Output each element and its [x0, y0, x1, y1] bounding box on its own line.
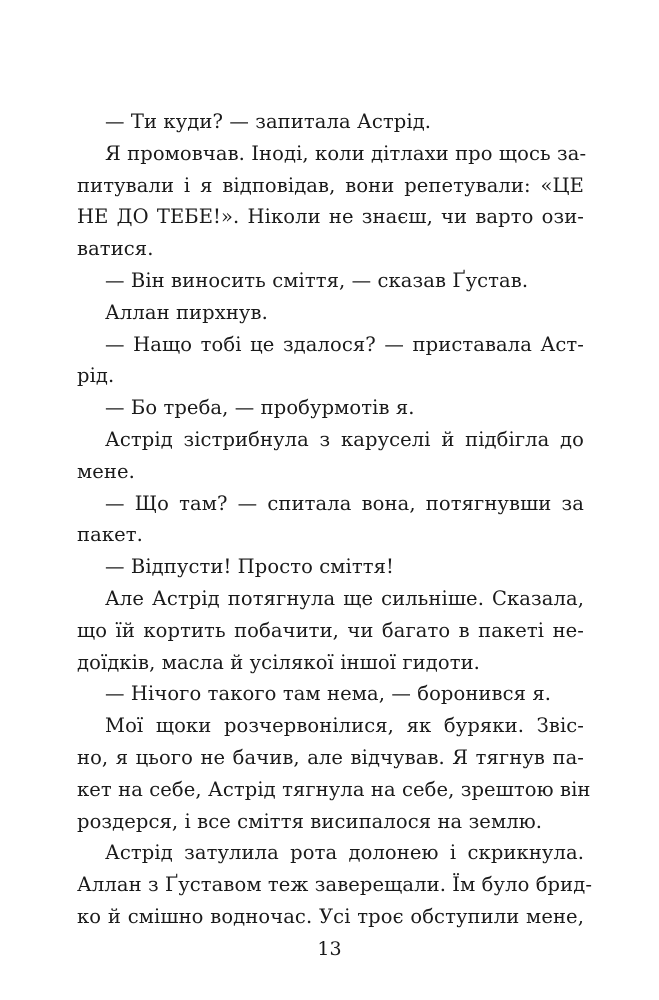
- text-line: мене.: [77, 459, 135, 483]
- text-line: що їй кортить побачити, чи багато в пакеті не-: [77, 618, 584, 642]
- text-line: Я промовчав. Іноді, коли дітлахи про щось за-: [105, 141, 587, 165]
- text-line: рід.: [77, 364, 115, 388]
- text-line: доїдків, масла й усілякої іншої гидоти.: [77, 650, 480, 674]
- text-line: Але Астрід потягнула ще сильніше. Сказала,: [105, 586, 584, 610]
- page-number: 13: [317, 938, 342, 960]
- text-line: Астрід зістрибнула з каруселі й підбігла до: [105, 427, 584, 451]
- text-line: питували і я відповідав, вони репетували: «ЦЕ: [77, 173, 584, 197]
- text-line: — Бо треба, — пробурмотів я.: [105, 396, 415, 420]
- text-line: Мої щоки розчервонілися, як буряки. Звіс-: [105, 714, 584, 738]
- text-line: роздерся, і все сміття висипалося на землю.: [77, 809, 543, 833]
- text-line: Аллан з Ґуставом теж заверещали. Їм було брид-: [77, 873, 593, 897]
- text-line: — Нащо тобі це здалося? — приставала Аст-: [105, 332, 584, 356]
- text-line: пакет.: [77, 523, 143, 547]
- text-line: — Нічого такого там нема, — боронився я.: [105, 682, 552, 706]
- text-line: — Що там? — спитала вона, потягнувши за: [105, 491, 584, 515]
- text-line: ко й смішно водночас. Усі троє обступили мене,: [77, 904, 584, 928]
- body-text: [77, 106, 593, 933]
- text-line: — Ти куди? — запитала Астрід.: [105, 110, 432, 133]
- text-line: ватися.: [77, 237, 154, 261]
- text-line: — Відпусти! Просто сміття!: [105, 555, 394, 579]
- text-line: — Він виносить сміття, — сказав Ґустав.: [105, 268, 529, 292]
- text-line: но, я цього не бачив, але відчував. Я тягнув па-: [77, 745, 584, 769]
- text-line: Астрід затулила рота долонею і скрикнула.: [105, 841, 584, 865]
- text-line: Аллан пирхнув.: [105, 300, 268, 324]
- text-line: кет на себе, Астрід тягнула на себе, зрештою він: [77, 777, 591, 801]
- text-line: НЕ ДО ТЕБЕ!». Ніколи не знаєш, чи варто ози-: [77, 205, 584, 229]
